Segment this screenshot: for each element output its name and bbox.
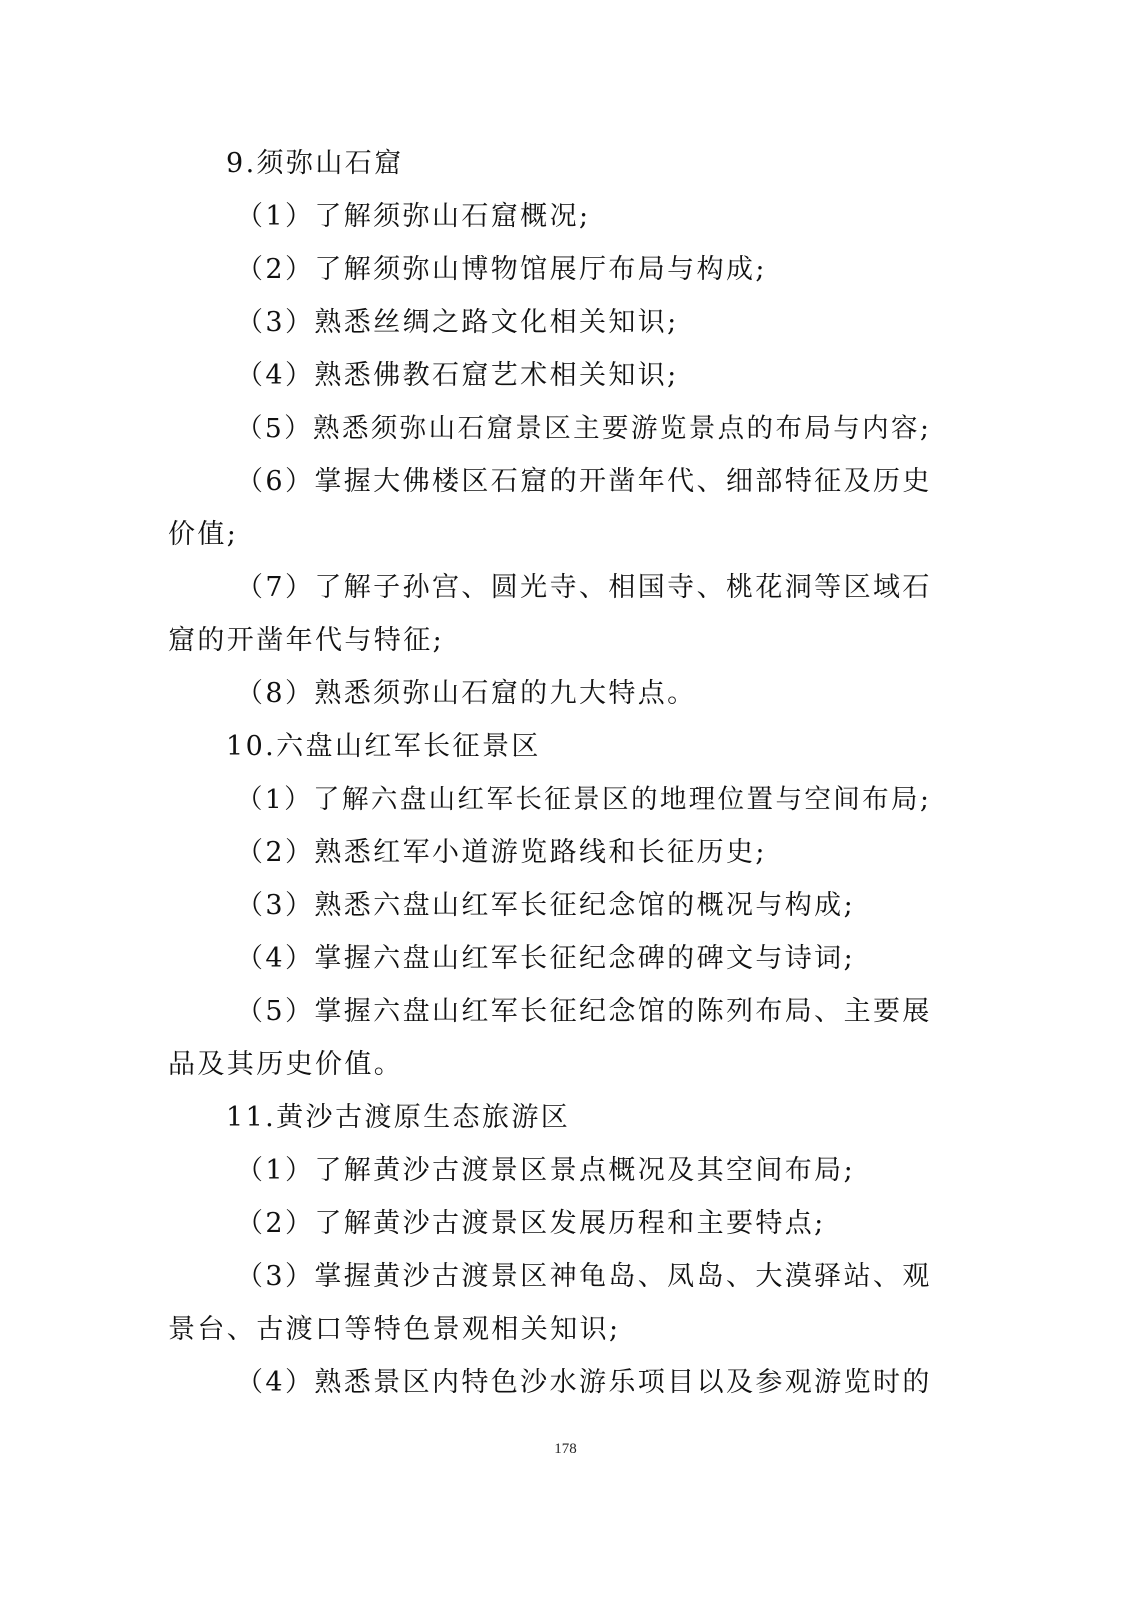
page-number: 178 (554, 1441, 577, 1457)
list-item: （1）了解须弥山石窟概况; (236, 201, 591, 232)
list-item: （6）掌握大佛楼区石窟的开凿年代、细部特征及历史 (236, 466, 932, 497)
list-item: （8）熟悉须弥山石窟的九大特点。 (236, 678, 697, 709)
list-item: （4）掌握六盘山红军长征纪念碑的碑文与诗词; (236, 943, 856, 974)
list-item-continuation: 景台、古渡口等特色景观相关知识; (168, 1314, 621, 1345)
list-item: （3）熟悉丝绸之路文化相关知识; (236, 307, 679, 338)
list-item: （3）熟悉六盘山红军长征纪念馆的概况与构成; (236, 890, 856, 921)
list-item: （1）了解六盘山红军长征景区的地理位置与空间布局; (236, 784, 932, 815)
section-heading: 10.六盘山红军长征景区 (226, 731, 541, 762)
section-heading: 9.须弥山石窟 (226, 148, 404, 179)
list-item-continuation: 价值; (168, 519, 239, 550)
list-item: （2）了解黄沙古渡景区发展历程和主要特点; (236, 1208, 826, 1239)
list-item: （5）掌握六盘山红军长征纪念馆的陈列布局、主要展 (236, 996, 932, 1027)
list-item: （4）熟悉佛教石窟艺术相关知识; (236, 360, 679, 391)
list-item: （2）了解须弥山博物馆展厅布局与构成; (236, 254, 767, 285)
list-item: （7）了解子孙宫、圆光寺、相国寺、桃花洞等区域石 (236, 572, 932, 603)
list-item-continuation: 品及其历史价值。 (168, 1049, 404, 1080)
list-item: （2）熟悉红军小道游览路线和长征历史; (236, 837, 767, 868)
list-item-continuation: 窟的开凿年代与特征; (168, 625, 445, 656)
list-item: （1）了解黄沙古渡景区景点概况及其空间布局; (236, 1155, 856, 1186)
list-item: （5）熟悉须弥山石窟景区主要游览景点的布局与内容; (236, 413, 932, 444)
list-item: （3）掌握黄沙古渡景区神龟岛、凤岛、大漠驿站、观 (236, 1261, 932, 1292)
section-heading: 11.黄沙古渡原生态旅游区 (226, 1102, 571, 1133)
list-item: （4）熟悉景区内特色沙水游乐项目以及参观游览时的 (236, 1367, 932, 1398)
